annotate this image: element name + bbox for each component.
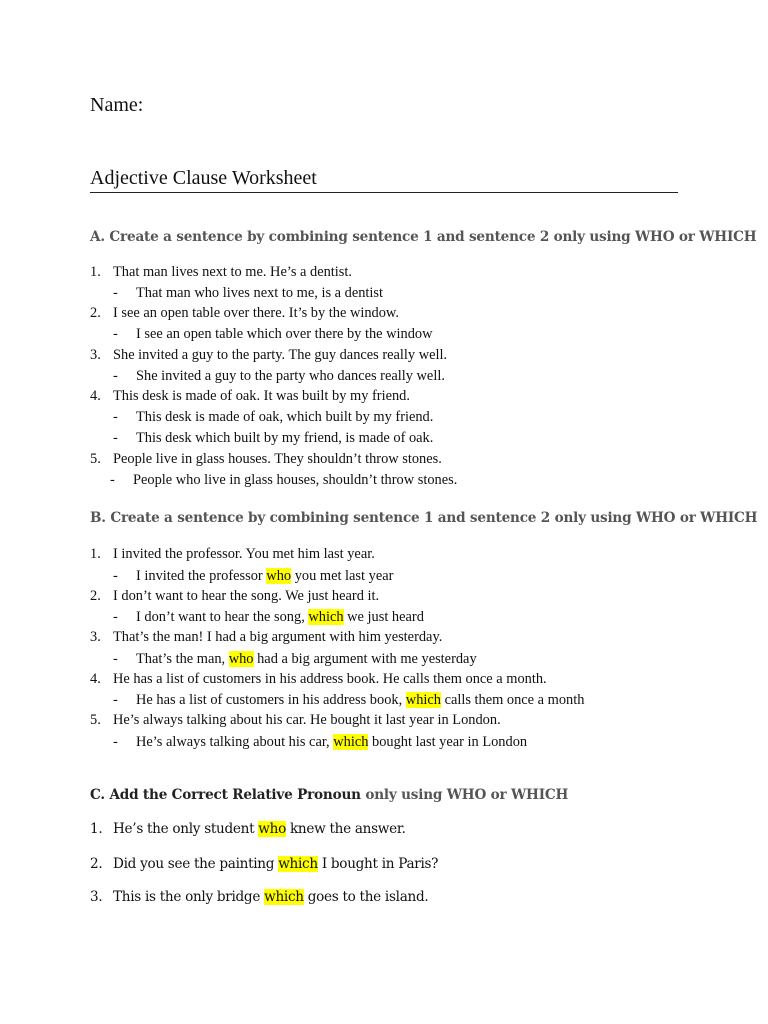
section-c-heading [90,787,568,803]
dash: - [113,692,118,708]
question-text: That’s the man! I had a big argument with him yesterday. [113,629,443,645]
question-text: I see an open table over there. It’s by the window. [113,305,399,321]
answer-text: He has a list of customers in his address book, which calls them once a month [136,692,585,708]
answer-text: I invited the professor who you met last year [136,568,394,584]
highlighted-pronoun: who [228,651,254,667]
answer-text: I don’t want to hear the song, which we just heard [136,609,424,625]
section-c-heading-main: C. Add the Correct Relative Pronoun [90,787,361,803]
item-number: 3. [90,889,103,905]
section-c-heading-tail: only using WHO or WHICH [360,787,569,803]
highlighted-pronoun: which [333,734,369,750]
answer-text: She invited a guy to the party who dances really well. [136,368,445,384]
dash: - [113,326,118,342]
question-text: This desk is made of oak. It was built by my friend. [113,388,410,404]
item-number: 4. [90,671,101,687]
answer-text: I see an open table which over there by the window [136,326,433,342]
highlighted-pronoun: which [278,856,318,872]
dash: - [113,409,118,425]
question-text: I invited the professor. You met him last year. [113,546,375,562]
dash: - [113,368,118,384]
question-text: He has a list of customers in his address book. He calls them once a month. [113,671,547,687]
question-text: People live in glass houses. They shouldn’t throw stones. [113,451,442,467]
dash: - [113,568,118,584]
highlighted-pronoun: who [258,821,286,837]
dash: - [113,734,118,750]
name-label: Name: [90,94,144,116]
question-text: He’s always talking about his car. He bought it last year in London. [113,712,501,728]
dash: - [113,651,118,667]
dash: - [113,430,118,446]
worksheet-title: Adjective Clause Worksheet [90,167,678,193]
item-number: 1. [90,264,101,280]
item-number: 1. [90,546,101,562]
item-number: 1. [90,821,103,837]
item-number: 2. [90,856,103,872]
highlighted-pronoun: which [405,692,441,708]
item-number: 5. [90,451,101,467]
dash: - [110,472,115,488]
answer-text: People who live in glass houses, shouldn’t throw stones. [133,472,458,488]
answer-text: This desk is made of oak, which built by my friend. [136,409,434,425]
answer-text: He’s always talking about his car, which bought last year in London [136,734,528,750]
sentence-text: This is the only bridge which goes to the island. [113,889,429,905]
question-text: That man lives next to me. He’s a dentist. [113,264,352,280]
sentence-text: Did you see the painting which I bought in Paris? [113,856,439,872]
highlighted-pronoun: which [308,609,344,625]
item-number: 3. [90,347,101,363]
item-number: 3. [90,629,101,645]
question-text: I don’t want to hear the song. We just heard it. [113,588,380,604]
item-number: 2. [90,588,101,604]
section-a-heading: A. Create a sentence by combining sentence 1 and sentence 2 only using WHO or WHICH [90,229,757,245]
question-text: She invited a guy to the party. The guy dances really well. [113,347,448,363]
item-number: 5. [90,712,101,728]
dash: - [113,609,118,625]
section-b-heading: B. Create a sentence by combining sentence 1 and sentence 2 only using WHO or WHICH [90,510,758,526]
answer-text: That man who lives next to me, is a dentist [136,285,383,301]
highlighted-pronoun: which [264,889,304,905]
sentence-text: He’s the only student who knew the answer. [113,821,406,837]
highlighted-pronoun: who [266,568,292,584]
item-number: 2. [90,305,101,321]
answer-text: That’s the man, who had a big argument with me yesterday [136,651,477,667]
answer-text: This desk which built by my friend, is made of oak. [136,430,434,446]
item-number: 4. [90,388,101,404]
dash: - [113,285,118,301]
